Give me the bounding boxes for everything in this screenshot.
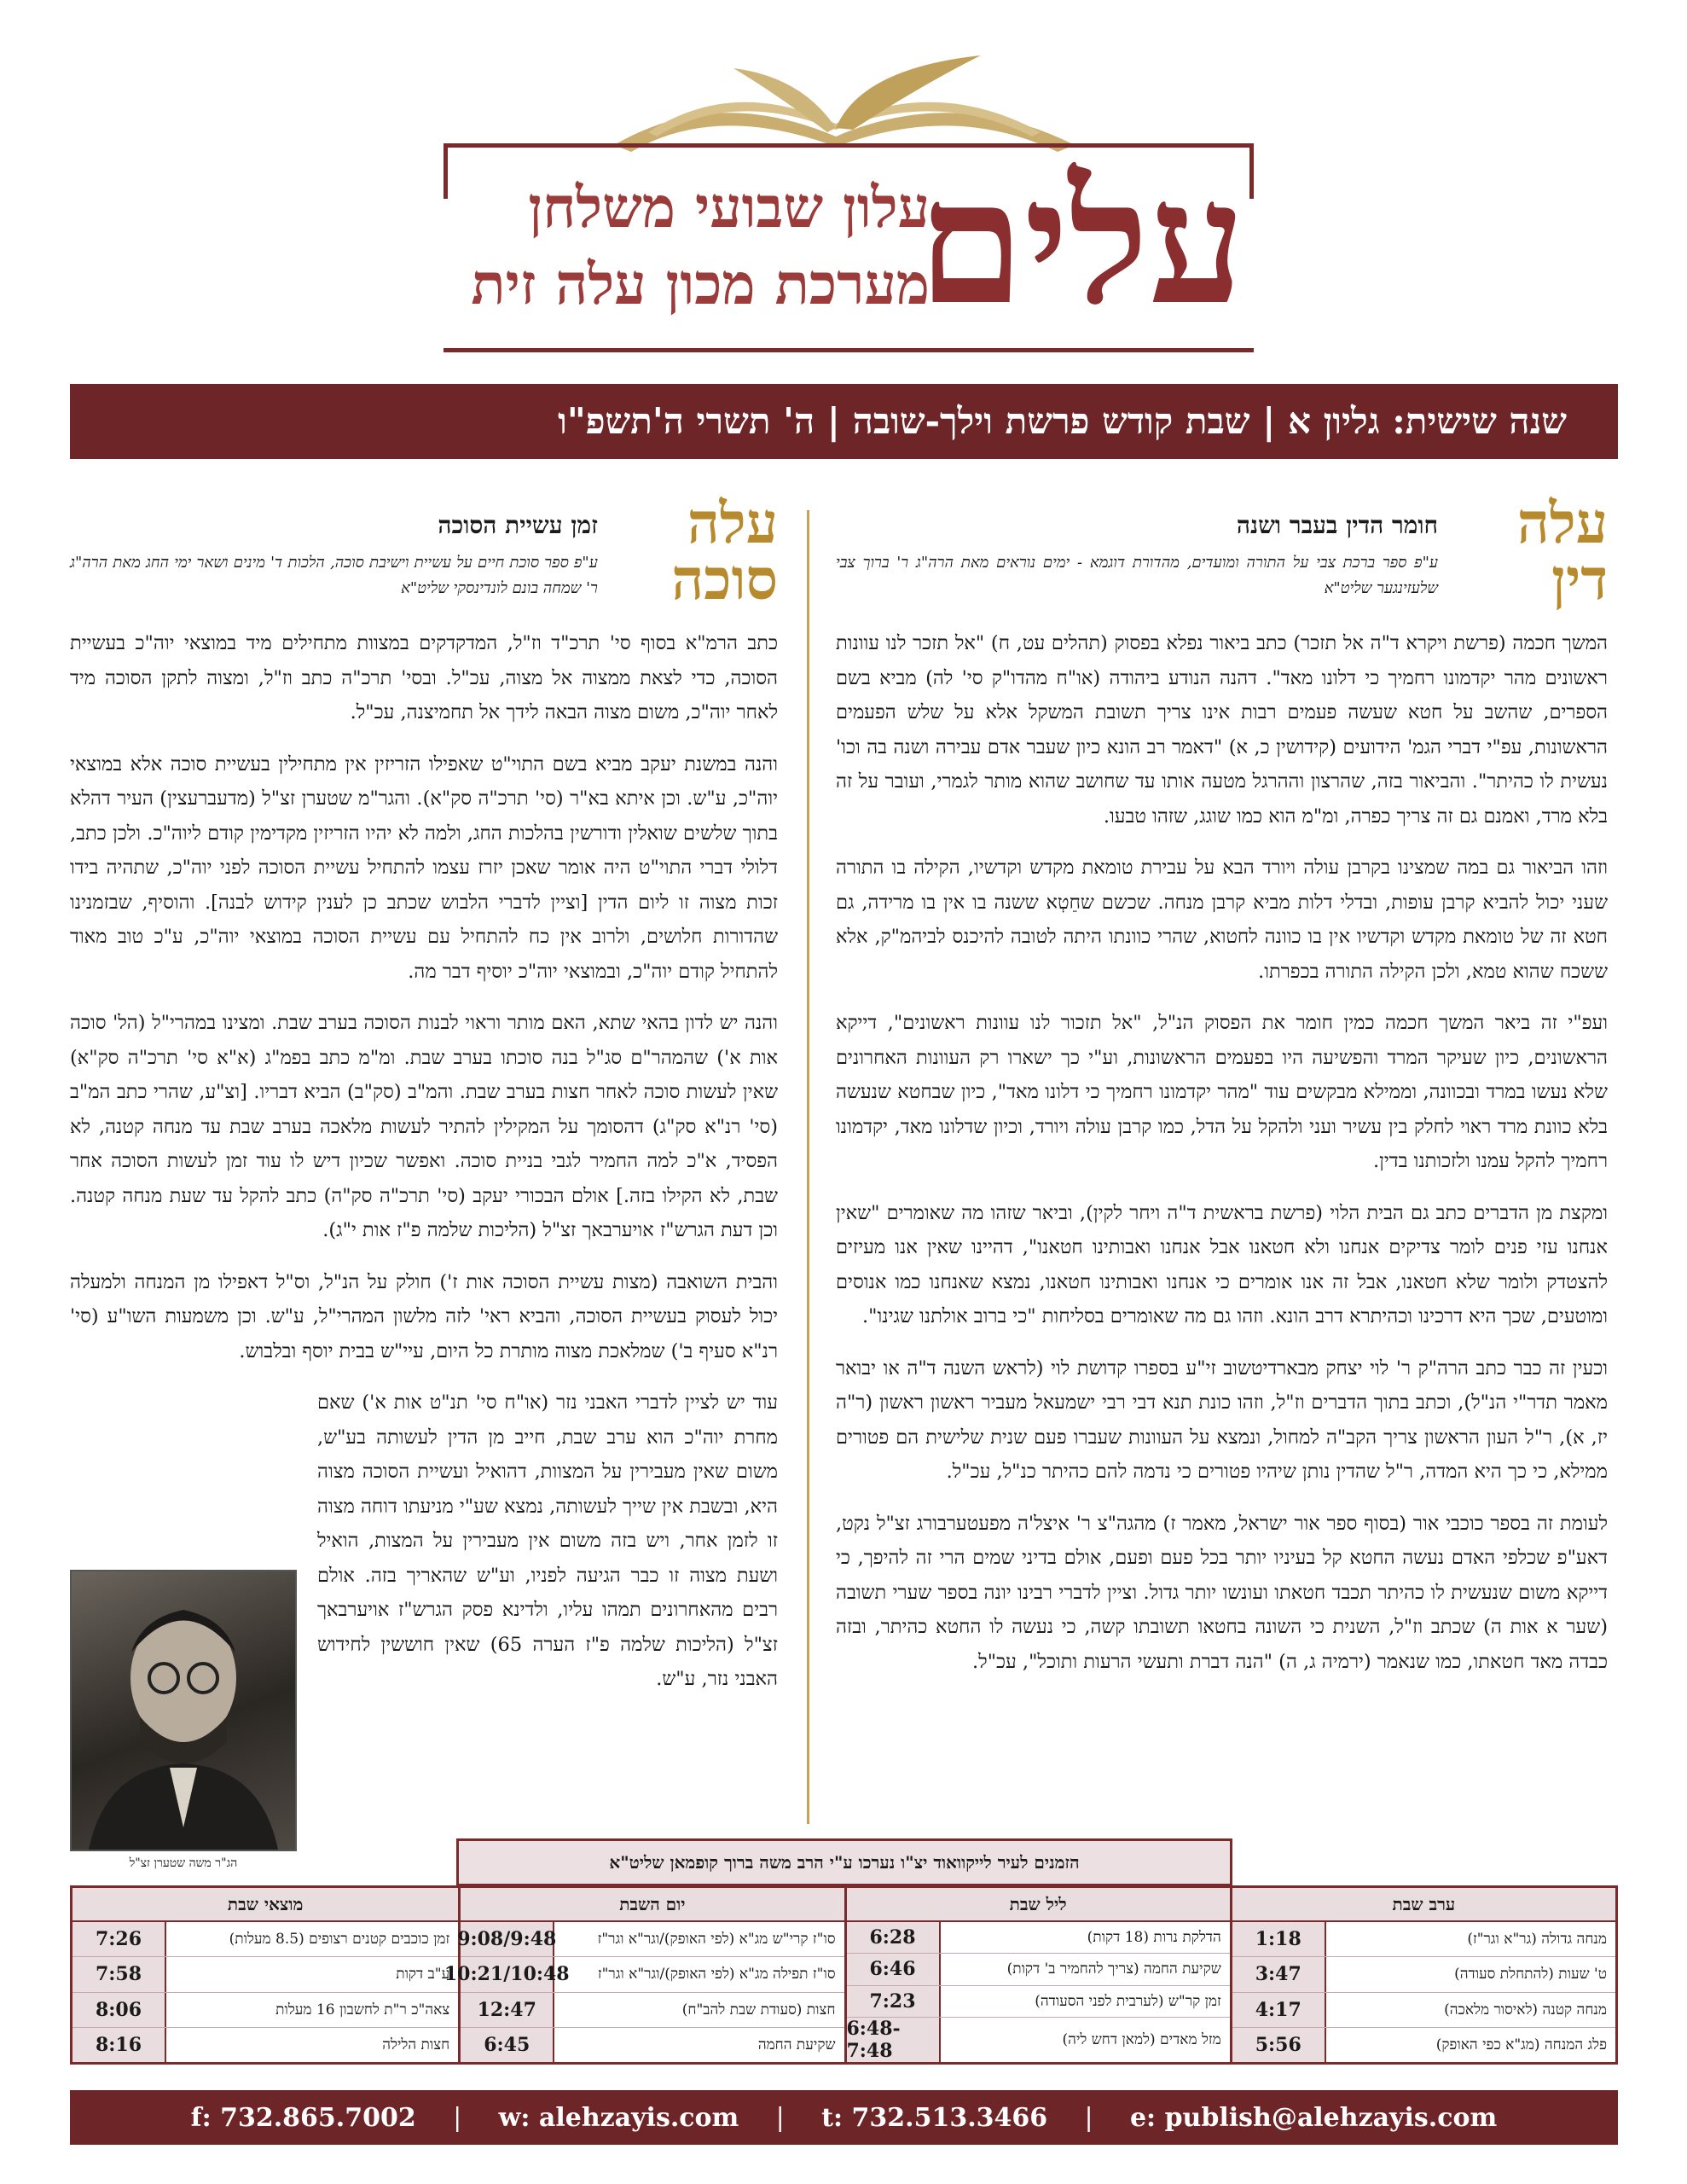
article-title: חומר הדין בעבר ושנה	[1236, 511, 1439, 539]
times-value: 5:56	[1232, 2028, 1326, 2062]
times-row	[72, 2028, 458, 2062]
times-value: 9:08/9:48	[461, 1922, 554, 1956]
article-title: זמן עשיית הסוכה	[438, 511, 598, 539]
times-label: שקיעת החמה (צריך להחמיר ב' דקות)	[1006, 1960, 1221, 1978]
email-link[interactable]: e: publish@alehzayis.com	[1129, 2102, 1498, 2133]
times-row	[847, 1954, 1230, 1985]
times-column-header: ליל שבת	[847, 1888, 1230, 1922]
article-paragraph: וזהו הביאור גם במה שמצינו בקרבן עולה ויורד הבא על עבירת טומאת מקדש וקדשיו, הקילה בו התורה שעני יכול להביא קרבן עופות, ובדלי דלות מביא קרבן מנחה. שכשם שחֵטְא ששנה בו אין בו מרידה, גם חטא זה של טומאת מקדש וקדשיו אין בו כוונה לחטוא, שהרי כוונתו היתה לטובה להיכנס לביהמ"ק, אלא ששכח שהוא טמא, ולכן הקילה התורה בכפרתו.	[836, 857, 1608, 983]
times-label: חצות הלילה	[382, 2036, 450, 2053]
times-column-header: מוצאי שבת	[72, 1888, 458, 1922]
article-paragraph: והנה במשנת יעקב מביא בשם התוי"ט שאפילו הזריזין אין מתחילין בעשיית סוכה אלא במוצאי יוה"כ, ע"ש. וכן איתא בא"ר (סי' תרכ"ה סק"א). והגר"מ שטערן זצ"ל (מדעברעצין) העיר דהלא בתוך שלשים שואלין ודורשין בהלכות החג, ולמה לא יהיו הזריזין מקדימין קודם ליוה"כ. ולכן כתב, דלולי דברי התוי"ט היה אומר שאכן יזרז עצמו להתחיל עשיית הסוכה לפני יוה"כ, שתהיה בידו זכות מצוה זו ליום הדין [וציין לדברי הלבוש שכתב כן לענין קידוש לבנה]. והוסיף, שבזמנינו שהדורות חלושים, ולרוב אין כח להתחיל עם עשיית הסוכה במוצאי יוה"כ, ע"כ טוב מאוד להתחיל קודם יוה"כ, ובמוצאי יוה"כ יוסיף דבר מה.	[70, 752, 778, 983]
times-label: סו"ז תפילה מג"א (לפי האופק)/וגר"א וגר"ז	[597, 1966, 836, 1984]
article-paragraph: וכעין זה כבר כתב הרה"ק ר' לוי יצחק מבארדיטשוב זי"ע בספרו קדושת לוי (לראש השנה ד"ה או יבואר מאמר תדר"י הנ"ל), וכתב בתוך הדברים וז"ל, וזהו כונת תנא דבי רבי ישמעאל מעביר ראשון ראשון (ר"ה יז, א), ר"ל העון הראשון צריך הקב"ה למחול, ונמצא על העוונות שעברו פעם שנית שלישית הם פטורים ממילא, כי כך היא המדה, ר"ל שהדין נותן שיהיו פטורים כי נדמה להם כהיתר כנ"ל, עכ"ל.	[836, 1356, 1608, 1483]
times-value: 6:46	[847, 1954, 941, 1984]
times-value: 10:21/10:48	[461, 1957, 554, 1991]
portrait-icon	[72, 1571, 295, 1850]
times-value: 7:58	[72, 1957, 166, 1991]
times-row	[72, 1922, 458, 1957]
times-row	[1232, 1957, 1615, 1992]
times-label: שקיעת החמה	[757, 2036, 836, 2053]
times-row	[72, 1993, 458, 2028]
times-row	[457, 1922, 844, 1957]
times-column	[1230, 1888, 1615, 2062]
article-paragraph: כתב הרמ"א בסוף סי' תרכ"ד וז"ל, המדקדקים במצוות מתחילים מיד במוצאי יוה"כ בעשיית הסוכה, כדי לצאת ממצוה אל מצוה, עכ"ל. ובסי' תרכ"ה כתב וז"ל, ומצוה לתקן הסוכה מיד לאחר יוה"כ, משום מצוה הבאה לידך אל תחמיצנה, עכ"ל.	[70, 632, 778, 723]
article-header	[70, 490, 778, 613]
times-value: 1:18	[1232, 1922, 1326, 1956]
times-row	[847, 1922, 1230, 1954]
times-column	[443, 1888, 844, 2062]
fax-contact: f: 732.865.7002	[190, 2102, 416, 2133]
article-paragraph: ועפ"י זה ביאר המשך חכמה כמין חומר את הפסוק הנ"ל, "אל תזכור לנו עוונות ראשונים", דייקא הראשונים, כיון שעיקר המרד והפשיעה היו בפעמים הראשונות, וע"י כך ישארו רק העוונות האחרונים שלא נעשו במרד ובכוונה, וממילא מבקשים עוד "מהר יקדמונו רחמיך כי דלונו מאד", כיון שבחטא שנעשה בלא כוונת מרד ראוי לחלק בין עשיר ועני ולהקל על הדל, כמו קרבן עולה ויורד, וכיון שדלונו מאד, יקדמונו רחמיך להקל עמנו ולזכותנו בדין.	[836, 1012, 1608, 1172]
column-divider	[807, 510, 809, 1824]
masthead	[426, 51, 1271, 358]
contact-footer	[70, 2090, 1618, 2145]
times-label: חצות (סעודת שבת להב"ח)	[681, 2001, 836, 2018]
times-value: 6:28	[847, 1922, 941, 1953]
times-row	[461, 1993, 844, 2028]
article-header	[836, 490, 1608, 613]
article-paragraph: ומקצת מן הדברים כתב גם הבית הלוי (פרשת בראשית ד"ה ויחר לקין), וביאר שזהו מה שאומרים "שאין אנחנו עזי פנים לומר צדיקים אנחנו ולא חטאנו אבל אנחנו ואבותינו חטאנו", דהיינו שאין אנו מעיזים להצטדק ולומר שלא חטאנו, אבל זה אנו אומרים כי אנחנו ואבותינו חטאנו, נמצא שאנחנו כמו אנוסים ומוטעים, שכך היא דרכינו וכהיתרא דרב הונא. וזהו גם מה שאומרים בסליחות "כי ברוב אולתנו שגינו".	[836, 1201, 1608, 1327]
times-label: זמן כוכבים קטנים רצופים (8.5 מעלות)	[229, 1931, 450, 1949]
separator: |	[775, 2102, 785, 2133]
times-column	[844, 1888, 1230, 2062]
times-row	[72, 1957, 458, 1992]
article-paragraph: המשך חכמה (פרשת ויקרא ד"ה אל תזכר) כתב ביאור נפלא בפסוק (תהלים עט, ח) "אל תזכר לנו עוונות ראשונים מהר יקדמונו רחמיך כי דלונו מאד". דהנה הנודע ביהודה (או"ח מהדו"ק סי' לה) מביא בשם הספרים, שהשב על חטא שעשה פעמים רבות אינו צריך תשובת המשקל אלא על שלש הפעמים הראשונות, עפ"י דברי הגמ' הידועים (קידושין כ, א) "דאמר רב הונא כיון שעבר אדם עבירה ושנה בה וכו' נעשית לו כהיתר". והביאור בזה, שהרצון וההרגל מטעה אותו עד שחושב שהוא מותר לגמרי, ועובר על זה בלא מרד, ואמנם גם זה צריך כפרה, ומ"מ הוא כמו שוגג, שזהו טבעו.	[836, 632, 1608, 828]
times-value: 4:17	[1232, 1993, 1326, 2027]
times-value: 12:47	[461, 1993, 554, 2027]
times-row	[1232, 2028, 1615, 2062]
article-paragraph: והבית השואבה (מצות עשיית הסוכה אות ז') חולק על הנ"ל, וס"ל דאפילו מן המנחה ולמעלה יכול לעסוק בעשיית הסוכה, והביא ראי' לזה מלשון המהרי"ל, ע"ש. וכן משמעות השו"ע (סי' רנ"א סעיף ב') שמלאכת מצוה מותרת כל היום, עיי"ש בבית יוסף ובלבוש.	[70, 1270, 778, 1362]
times-value: 6:45	[461, 2028, 554, 2062]
times-row	[847, 2018, 1230, 2062]
times-value: 3:47	[1232, 1957, 1326, 1991]
times-column-header: יום השבת	[461, 1888, 844, 1922]
times-value: 8:06	[72, 1993, 166, 2027]
times-label: סו"ז קרי"ש מג"א (לפי האופק)/וגר"א וגר"ז	[597, 1931, 836, 1949]
masthead-subtitle: עלון שבועי משלחן	[528, 174, 930, 241]
times-title: הזמנים לעיר לייקוואוד יצ"ו נערכו ע"י הרב משה ברוך קופמאן שליט"א	[456, 1838, 1232, 1886]
phone-contact: t: 732.513.3466	[821, 2102, 1048, 2133]
times-row	[461, 2028, 844, 2062]
web-link[interactable]: w: alehzayis.com	[498, 2102, 739, 2133]
times-row	[1232, 1993, 1615, 2028]
left-article	[70, 490, 778, 1714]
article-source: ע"פ ספר ברכת צבי על התורה ומועדים, מהדורת דוגמא - ימים נוראים מאת הרה"ג ר' ברוך צבי שלעזינגער שליט"א	[836, 553, 1439, 597]
times-label: זמן קר"ש (לערבית לפני הסעודה)	[1035, 1992, 1221, 2010]
times-row	[1232, 1922, 1615, 1957]
times-label: פלג המנחה (מג"א כפי האופק)	[1435, 2036, 1607, 2053]
article-paragraph: עוד יש לציין לדברי האבני נזר (או"ח סי' תנ"ט אות א') שאם מחרת יוה"כ הוא ערב שבת, חייב מן הדין לעשותה בע"ש, משום שאין מעבירין על המצוות, דהואיל ועשיית הסוכה מצוה היא, ובשבת אין שייך לעשותה, נמצא שע"י מניעתו דוחה מצוה זו לזמן אחר, ויש בזה משום אין מעבירין על המצות, הואיל ושעת מצוה זו כבר הגיעה לפניו, וע"ש שהאריך בזה. אולם רבים מהאחרונים תמהו עליו, ולדינא פסק הגרש"ז אויערבאך זצ"ל (הליכות שלמה פ"ז הערה 65) שאין חוששין לחידוש האבני נזר, ע"ש.	[317, 1391, 778, 1690]
times-label: מנחה קטנה (לאיסור מלאכה)	[1444, 2001, 1607, 2018]
right-article	[836, 490, 1608, 1696]
times-label: מנחה גדולה (גר"א וגר"ז)	[1467, 1931, 1607, 1949]
article-paragraph: והנה יש לדון בהאי שתא, האם מותר וראוי לבנות הסוכה בערב שבת. ומצינו במהרי"ל (הל' סוכה אות א') שהמהר"ם סג"ל בנה סוכתו בערב שבת. ומ"מ כתב בפמ"ג (א"א סי' תרכ"ה סק"א) שאין לעשות סוכה לאחר חצות בערב שבת. והמ"ב (סק"ב) הביא דבריו. [וצ"ע, שהרי כתב המ"ב (סי' רנ"א סק"ג) דהסומך על המקילין להתיר לעשות מלאכה בערב שבת עד מנחה קטנה, לא הפסיד, א"כ למה החמיר לגבי בניית סוכה. ואפשר שכיון דיש לו עוד זמן לעשות הסוכה אחר שבת, לא הקילו בזה.] אולם הבכורי יעקב (סי' תרכ"ה סק"ה) כתב להקל עד שעת מנחה קטנה. וכן דעת הגרש"ז אויערבאך זצ"ל (הליכות שלמה פ"ז אות י"ג).	[70, 1012, 778, 1241]
masthead-subtitle: מערכת מכון עלה זית	[471, 251, 930, 317]
separator: |	[1084, 2102, 1093, 2133]
times-value: 8:16	[72, 2028, 166, 2062]
times-label: ט' שעות (להתחלת סעודה)	[1454, 1966, 1607, 1984]
times-label: צאה"כ ר"ת לחשבון 16 מעלות	[275, 2001, 450, 2018]
times-label: הדלקת נרות (18 דקות)	[1087, 1929, 1221, 1947]
section-logo: עלה דין	[1516, 490, 1608, 613]
times-value: 6:48-7:48	[847, 2018, 941, 2062]
photo-caption: הג"ר משה שטערן זצ"ל	[129, 1856, 238, 1870]
times-table	[70, 1885, 1618, 2065]
times-value: 7:26	[72, 1922, 166, 1956]
times-column	[72, 1888, 458, 2062]
times-label: ע"ב דקות	[396, 1966, 450, 1984]
article-source: ע"פ ספר סוכת חיים על עשיית וישיבת סוכה, הלכות ד' מינים ושאר ימי החג מאת הרה"ג ר' שמחה בונם לונדינסקי שליט"א	[70, 553, 598, 597]
masthead-logo: עלים	[918, 142, 1245, 343]
separator: |	[453, 2102, 462, 2133]
times-row	[443, 1957, 844, 1992]
portrait-photo	[70, 1570, 297, 1851]
book-feather-icon	[580, 51, 1109, 154]
times-label: מזל מאדים (למאן דחש ליה)	[1062, 2030, 1221, 2048]
times-row	[847, 1986, 1230, 2018]
article-paragraph: לעומת זה בספר כוכבי אור (בסוף ספר אור ישראל, מאמר ז) מהגה"צ ר' איצל'ה מפעטערבורג זצ"ל נקט, דאע"פ שכלפי האדם נעשה החטא קל בעיניו יותר בכל פעם ופעם, אולם בדיני שמים הרי זה להיפך, כי דייקא משום שנעשית לו כהיתר תכבד חטאתו ועונשו יותר גדול. וציין לדברי רבינו יונה בספר שערי תשובה (שער א אות ה) שכתב וז"ל, השנית כי השונה בחטאו תשובתו קשה, כי נעשה לו החטא כהיתר, ובזה כבדה מאד חטאתו, כמו שנאמר (ירמיה ג, ה) "הנה דברת ותעשי הרעות ותוכל", עכ"ל.	[836, 1512, 1608, 1673]
times-column-header: ערב שבת	[1232, 1888, 1615, 1922]
issue-info-bar: שנה שישית: גליון א | שבת קודש פרשת וילך-שובה | ה' תשרי ה'תשפ"ו	[70, 384, 1618, 459]
section-logo: עלה סוכה	[671, 490, 778, 613]
times-value: 7:23	[847, 1986, 941, 2017]
